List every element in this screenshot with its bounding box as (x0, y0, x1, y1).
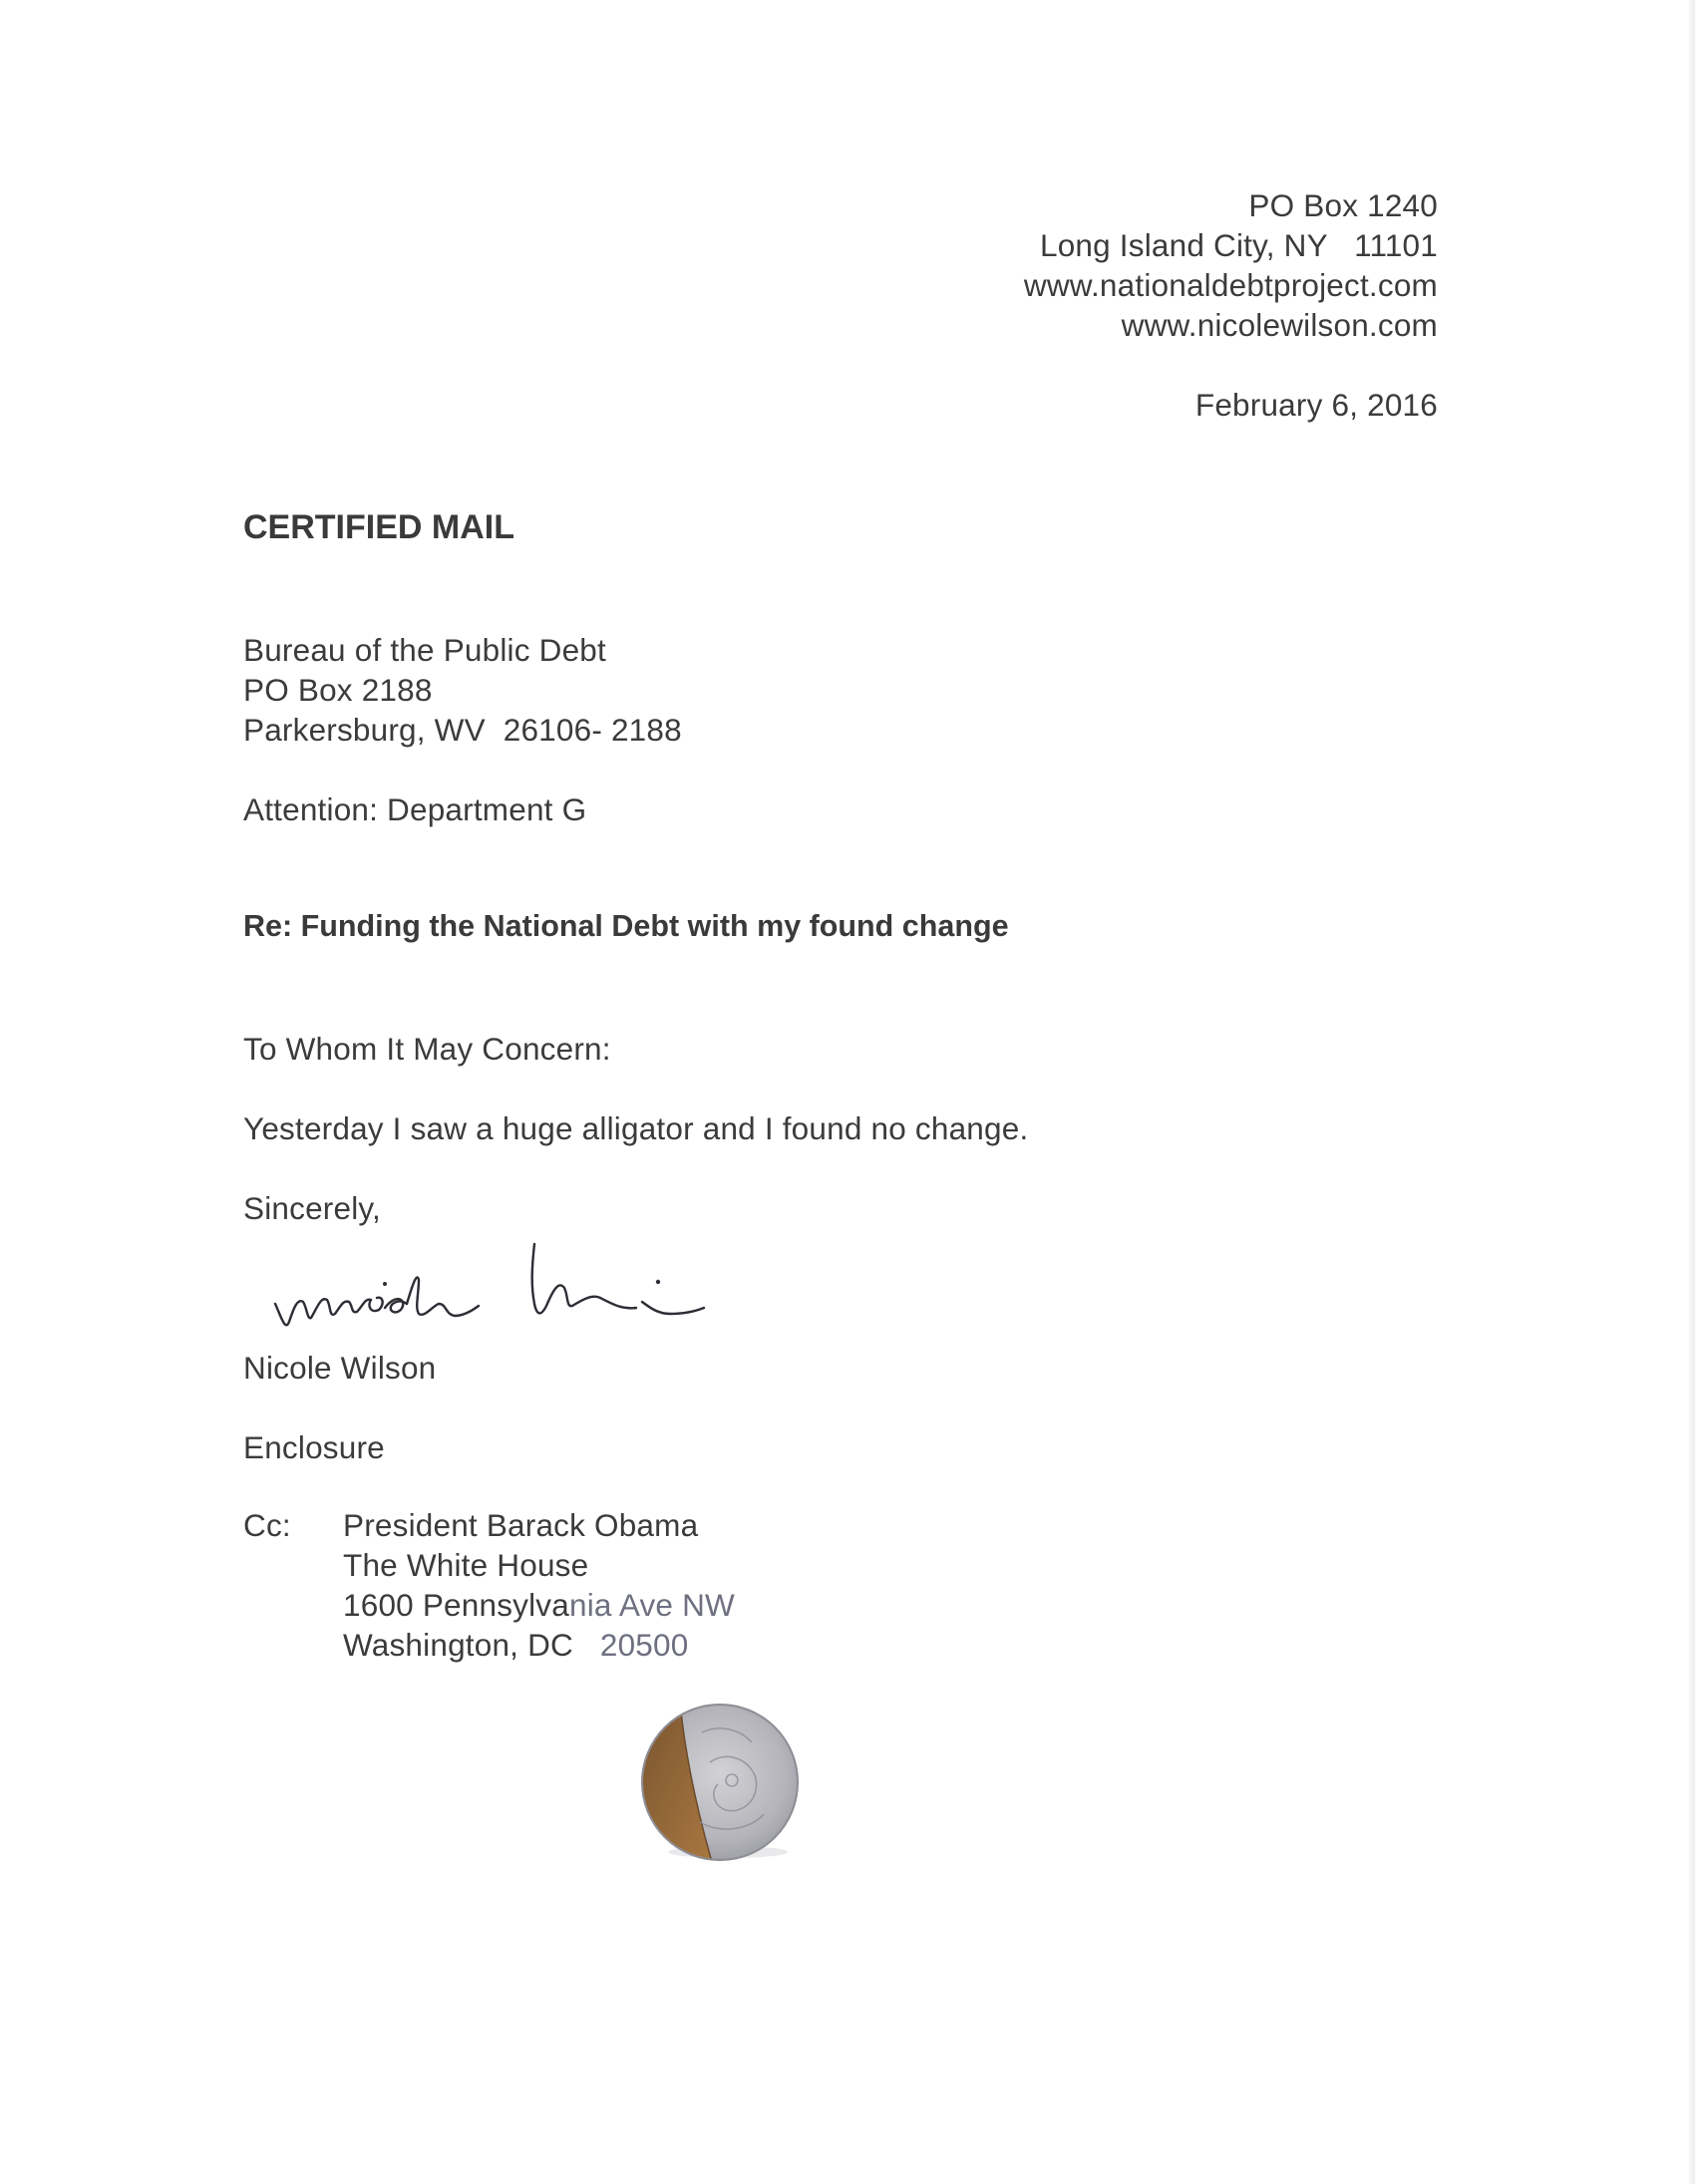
recipient-line: Parkersburg, WV 26106- 2188 (243, 712, 682, 748)
sender-line: PO Box 1240 (1248, 187, 1438, 223)
recipient-line: PO Box 2188 (243, 672, 433, 708)
mail-type-heading: CERTIFIED MAIL (243, 508, 514, 546)
attention-line: Attention: Department G (243, 791, 587, 827)
recipient-line: Bureau of the Public Debt (243, 632, 606, 668)
cc-line-street: 1600 Pennsylva (343, 1587, 569, 1623)
sender-line: www.nicolewilson.com (1121, 307, 1438, 343)
closing: Sincerely, (243, 1190, 381, 1226)
salutation: To Whom It May Concern: (243, 1031, 611, 1067)
page-edge (1687, 0, 1695, 2184)
cc-line-zip-faded: 20500 (599, 1627, 689, 1663)
taped-coin-image (640, 1703, 800, 1862)
handwritten-signature (267, 1222, 716, 1342)
cc-line-city: Washington, DC (343, 1627, 600, 1663)
cc-line: The White House (343, 1547, 589, 1583)
cc-address (343, 1505, 735, 1665)
sender-address (1024, 185, 1438, 345)
cc-line-street-faded: nia Ave NW (568, 1587, 735, 1623)
letter-date: February 6, 2016 (1194, 387, 1438, 423)
recipient-address (243, 630, 682, 750)
subject-line: Re: Funding the National Debt with my found change (243, 909, 1009, 943)
cc-line: President Barack Obama (343, 1507, 699, 1543)
cc-line (343, 1585, 735, 1625)
enclosure-note: Enclosure (243, 1429, 385, 1465)
sender-line: Long Island City, NY 11101 (1039, 227, 1438, 263)
cc-line (343, 1625, 735, 1665)
sender-line: www.nationaldebtproject.com (1023, 267, 1438, 303)
letter-body: Yesterday I saw a huge alligator and I found no change. (243, 1110, 1029, 1146)
signer-name: Nicole Wilson (243, 1350, 437, 1386)
cc-label: Cc: (243, 1507, 291, 1543)
